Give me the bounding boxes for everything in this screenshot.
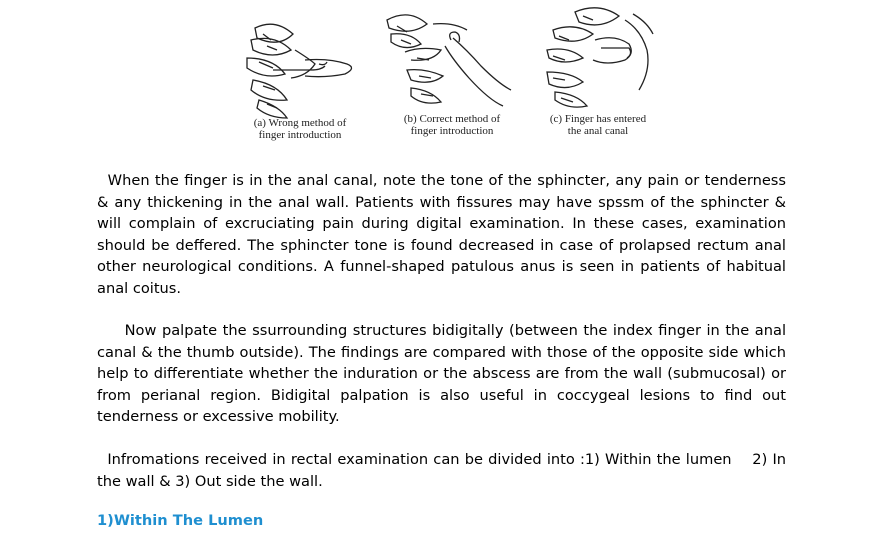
paragraph-sphincter-tone: When the finger is in the anal canal, note the tone of the sphincter, any pain or tenderness & any thickening in the anal wall. Patients with fissures may have spssm of the sphincter & will complain of excruciating pain during digital examination. In these cases, examination should be deffered. The sphincter tone is found decreased in case of prolapsed rectum anal other neurological conditions. A funnel-shaped patulous anus is seen in patients of habitual anal coitus. — [97, 172, 786, 297]
caption-b-line2: finger introduction — [410, 125, 494, 137]
panel-a-illustration — [247, 24, 352, 118]
caption-a-line2: finger introduction — [258, 129, 342, 141]
caption-c-line2: the anal canal — [567, 125, 629, 137]
paragraph-bidigital-palpation: Now palpate the ssurrounding structures bidigitally (between the index finger in the anal canal & the thumb outside). The findings are compared with those of the opposite side which help to differentiate whether the induration or the abscess are from the wall (submucosal) or from perianal region. Bidigital palpation is also useful in coccygeal lesions to find out tenderness or excessive mobility. — [97, 322, 786, 425]
caption-c — [533, 113, 663, 137]
panel-c-illustration — [547, 8, 653, 107]
section-heading-within-lumen: 1)Within The Lumen — [97, 512, 264, 529]
caption-a — [235, 117, 365, 141]
caption-c-line1: (c) Finger has entered — [549, 113, 647, 125]
paragraph-informations: Infromations received in rectal examination can be divided into :1) Within the lumen 2) In the wall & 3) Out side the wall. — [97, 451, 786, 490]
panel-b-illustration — [387, 15, 511, 106]
caption-b — [387, 113, 517, 137]
caption-a-line1: (a) Wrong method of — [253, 117, 347, 129]
caption-b-line1: (b) Correct method of — [403, 113, 501, 125]
digital-examination-figure — [155, 0, 661, 150]
